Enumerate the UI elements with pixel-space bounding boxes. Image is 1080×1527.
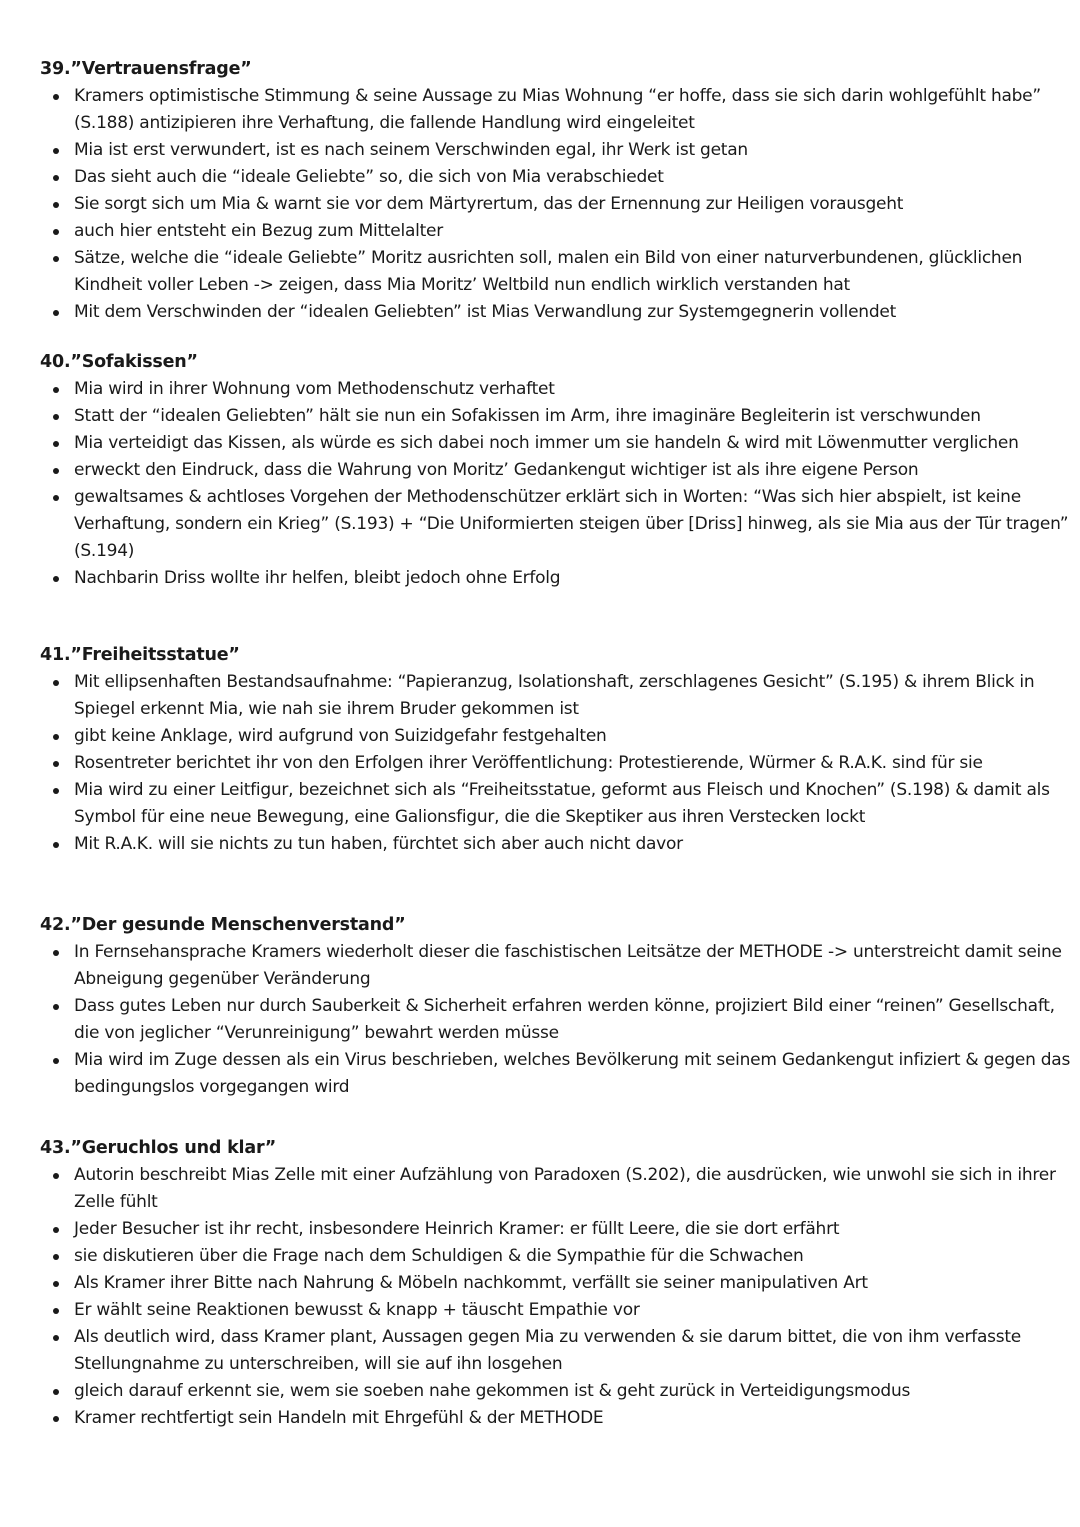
section-41	[40, 642, 1075, 858]
list-item: Kramers optimistische Stimmung & seine Aussage zu Mias Wohnung “er hoffe, dass sie sich darin wohlgefühlt habe” (S.188) antizipieren ihre Verhaftung, die fallende Handlung wird eingeleitet	[40, 83, 1075, 137]
list-item: Als deutlich wird, dass Kramer plant, Aussagen gegen Mia zu verwenden & sie darum bittet, die von ihm verfasste Stellungnahme zu unterschreiben, will sie auf ihn losgehen	[40, 1324, 1075, 1378]
list-item: Mia verteidigt das Kissen, als würde es sich dabei noch immer um sie handeln & wird mit Löwenmutter verglichen	[40, 430, 1075, 457]
list-item: Sätze, welche die “ideale Geliebte” Moritz ausrichten soll, malen ein Bild von einer naturverbundenen, glücklichen Kindheit voller Leben -> zeigen, dass Mia Moritz’ Weltbild nun endlich wirklich verstanden hat	[40, 245, 1075, 299]
bullet-list	[40, 376, 1075, 592]
list-item: Statt der “idealen Geliebten” hält sie nun ein Sofakissen im Arm, ihre imaginäre Begleiterin ist verschwunden	[40, 403, 1075, 430]
list-item: Autorin beschreibt Mias Zelle mit einer Aufzählung von Paradoxen (S.202), die ausdrücken, wie unwohl sie sich in ihrer Zelle fühlt	[40, 1162, 1075, 1216]
list-item: Mit ellipsenhaften Bestandsaufnahme: “Papieranzug, Isolationshaft, zerschlagenes Gesicht” (S.195) & ihrem Blick in Spiegel erkennt Mia, wie nah sie ihrem Bruder gekommen ist	[40, 669, 1075, 723]
list-item: Jeder Besucher ist ihr recht, insbesondere Heinrich Kramer: er füllt Leere, die sie dort erfährt	[40, 1216, 1075, 1243]
section-40	[40, 349, 1075, 592]
list-item: Dass gutes Leben nur durch Sauberkeit & Sicherheit erfahren werden könne, projiziert Bild einer “reinen” Gesellschaft, die von jeglicher “Verunreinigung” bewahrt werden müsse	[40, 993, 1075, 1047]
section-title: 43.”Geruchlos und klar”	[40, 1138, 277, 1158]
section-43	[40, 1135, 1075, 1432]
list-item: gibt keine Anklage, wird aufgrund von Suizidgefahr festgehalten	[40, 723, 1075, 750]
bullet-list	[40, 83, 1075, 326]
section-title: 42.”Der gesunde Menschenverstand”	[40, 915, 406, 935]
list-item: gewaltsames & achtloses Vorgehen der Methodenschützer erklärt sich in Worten: “Was sich hier abspielt, ist keine Verhaftung, sondern ein Krieg” (S.193) + “Die Uniformierten steigen über [Driss] hinweg, als sie Mia aus der Tür tragen” (S.194)	[40, 484, 1075, 565]
list-item: Mia wird zu einer Leitfigur, bezeichnet sich als “Freiheitsstatue, geformt aus Fleisch und Knochen” (S.198) & damit als Symbol für eine neue Bewegung, eine Galionsfigur, die die Skeptiker aus ihren Verstecken lockt	[40, 777, 1075, 831]
list-item: Sie sorgt sich um Mia & warnt sie vor dem Märtyrertum, das der Ernennung zur Heiligen vorausgeht	[40, 191, 1075, 218]
list-item: Kramer rechtfertigt sein Handeln mit Ehrgefühl & der METHODE	[40, 1405, 1075, 1432]
list-item: Mia ist erst verwundert, ist es nach seinem Verschwinden egal, ihr Werk ist getan	[40, 137, 1075, 164]
list-item: gleich darauf erkennt sie, wem sie soeben nahe gekommen ist & geht zurück in Verteidigungsmodus	[40, 1378, 1075, 1405]
list-item: erweckt den Eindruck, dass die Wahrung von Moritz’ Gedankengut wichtiger ist als ihre eigene Person	[40, 457, 1075, 484]
section-42	[40, 912, 1075, 1101]
list-item: Rosentreter berichtet ihr von den Erfolgen ihrer Veröffentlichung: Protestierende, Würmer & R.A.K. sind für sie	[40, 750, 1075, 777]
list-item: Er wählt seine Reaktionen bewusst & knapp + täuscht Empathie vor	[40, 1297, 1075, 1324]
section-title: 40.”Sofakissen”	[40, 352, 198, 372]
list-item: Mit R.A.K. will sie nichts zu tun haben, fürchtet sich aber auch nicht davor	[40, 831, 1075, 858]
bullet-list	[40, 669, 1075, 858]
bullet-list	[40, 1162, 1075, 1432]
section-title: 41.”Freiheitsstatue”	[40, 645, 240, 665]
list-item: Als Kramer ihrer Bitte nach Nahrung & Möbeln nachkommt, verfällt sie seiner manipulativen Art	[40, 1270, 1075, 1297]
list-item: Das sieht auch die “ideale Geliebte” so, die sich von Mia verabschiedet	[40, 164, 1075, 191]
list-item: auch hier entsteht ein Bezug zum Mittelalter	[40, 218, 1075, 245]
list-item: In Fernsehansprache Kramers wiederholt dieser die faschistischen Leitsätze der METHODE -> unterstreicht damit seine Abneigung gegenüber Veränderung	[40, 939, 1075, 993]
section-39	[40, 56, 1075, 326]
list-item: Mit dem Verschwinden der “idealen Geliebten” ist Mias Verwandlung zur Systemgegnerin vollendet	[40, 299, 1075, 326]
list-item: Nachbarin Driss wollte ihr helfen, bleibt jedoch ohne Erfolg	[40, 565, 1075, 592]
section-title: 39.”Vertrauensfrage”	[40, 59, 252, 79]
list-item: Mia wird im Zuge dessen als ein Virus beschrieben, welches Bevölkerung mit seinem Gedankengut infiziert & gegen das bedingungslos vorgegangen wird	[40, 1047, 1075, 1101]
list-item: Mia wird in ihrer Wohnung vom Methodenschutz verhaftet	[40, 376, 1075, 403]
bullet-list	[40, 939, 1075, 1101]
list-item: sie diskutieren über die Frage nach dem Schuldigen & die Sympathie für die Schwachen	[40, 1243, 1075, 1270]
